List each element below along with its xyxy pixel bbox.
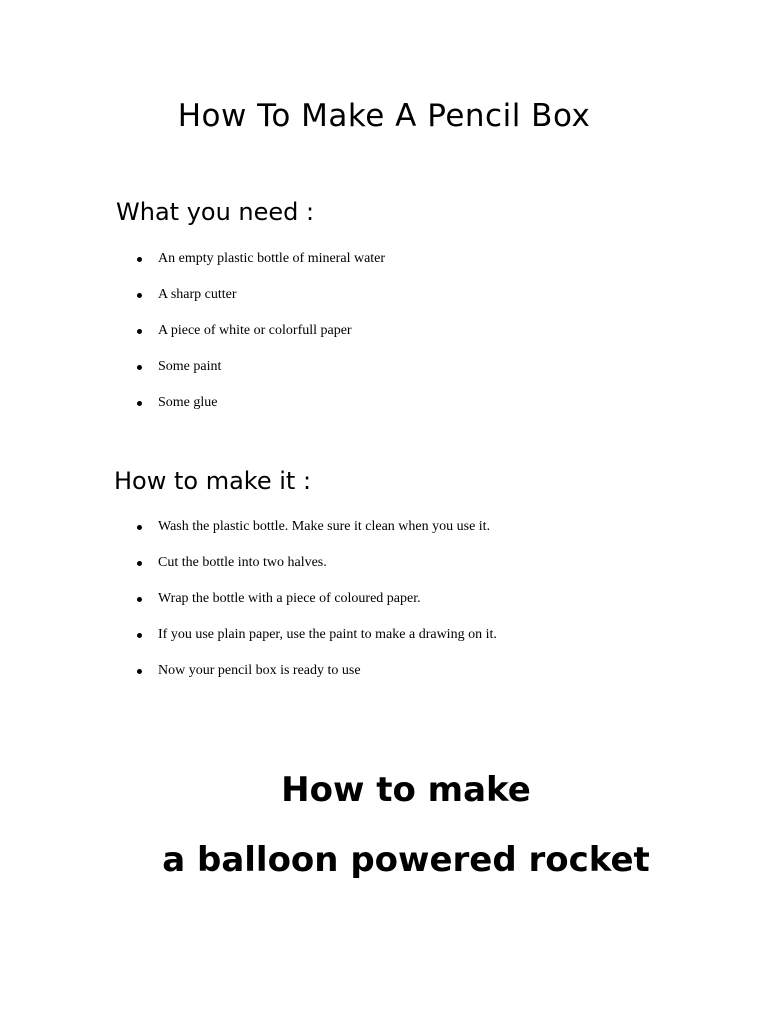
list-item-text: Wash the plastic bottle. Make sure it clean when you use it.	[158, 519, 491, 534]
bullet-icon	[137, 257, 142, 262]
next-section-title-line1: How to make	[281, 770, 531, 810]
bullet-icon	[137, 293, 142, 298]
list-item	[135, 662, 497, 698]
list-item-text: Now your pencil box is ready to use	[158, 663, 361, 678]
bullet-icon	[137, 401, 142, 406]
list-item-text: A sharp cutter	[158, 287, 237, 302]
list-item	[135, 358, 385, 394]
list-item	[135, 590, 497, 626]
bullet-icon	[137, 329, 142, 334]
list-item-text: Some paint	[158, 359, 222, 374]
list-item-text: Some glue	[158, 395, 218, 410]
list-item-text: Wrap the bottle with a piece of coloured paper.	[158, 591, 421, 606]
list-item	[135, 322, 385, 358]
list-item-text: Cut the bottle into two halves.	[158, 555, 327, 570]
section-heading-how-to-make: How to make it :	[114, 467, 312, 495]
page-title: How To Make A Pencil Box	[177, 98, 591, 134]
materials-list	[135, 250, 385, 430]
list-item-text: An empty plastic bottle of mineral water	[158, 251, 386, 266]
bullet-icon	[137, 633, 142, 638]
list-item	[135, 394, 385, 430]
list-item	[135, 286, 385, 322]
list-item-text: If you use plain paper, use the paint to make a drawing on it.	[158, 627, 497, 642]
list-item	[135, 554, 497, 590]
bullet-icon	[137, 525, 142, 530]
bullet-icon	[137, 597, 142, 602]
next-section-title-line2: a balloon powered rocket	[162, 840, 650, 880]
steps-list	[135, 518, 497, 698]
list-item	[135, 250, 385, 286]
list-item-text: A piece of white or colorfull paper	[158, 323, 352, 338]
bullet-icon	[137, 669, 142, 674]
section-heading-what-you-need: What you need :	[116, 198, 315, 226]
list-item	[135, 626, 497, 662]
bullet-icon	[137, 365, 142, 370]
bullet-icon	[137, 561, 142, 566]
list-item	[135, 518, 497, 554]
